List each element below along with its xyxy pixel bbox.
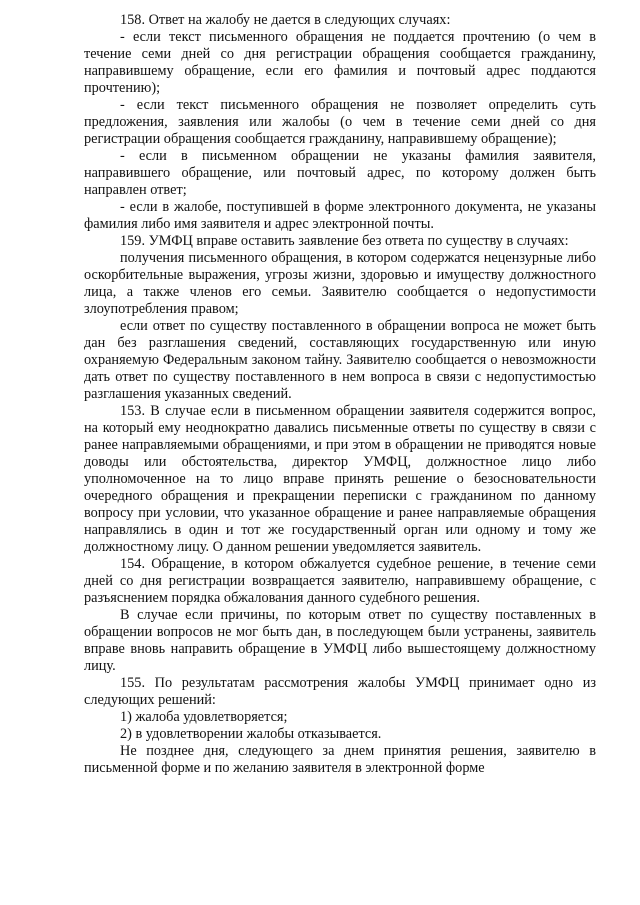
- paragraph-155-heading: 155. По результатам рассмотрения жалобы УМФЦ принимает одно из следующих решений:: [84, 675, 596, 708]
- paragraph-158-item-unreadable: - если текст письменного обращения не поддается прочтению (о чем в течение семи дней со дня регистрации обращения сообщается гражданину, направившему обращение, если его фамилия и почтовый адрес поддаются прочтению);: [84, 29, 596, 96]
- paragraph-158-item-undefined: - если текст письменного обращения не позволяет определить суть предложения, заявления или жалобы (о чем в течение семи дней со дня регистрации обращения сообщается гражданину, направившему обращение);: [84, 97, 596, 147]
- paragraph-158-item-electronic: - если в жалобе, поступившей в форме электронного документа, не указаны фамилия либо имя заявителя и адрес электронной почты.: [84, 199, 596, 232]
- document-page: [84, 12, 596, 777]
- paragraph-154: 154. Обращение, в котором обжалуется судебное решение, в течение семи дней со дня регистрации возвращается заявителю, направившему обращение, с разъяснением порядка обжалования данного судебного решения.: [84, 556, 596, 606]
- paragraph-159-heading: 159. УМФЦ вправе оставить заявление без ответа по существу в случаях:: [120, 233, 569, 249]
- paragraph-158-heading: 158. Ответ на жалобу не дается в следующих случаях:: [120, 12, 451, 28]
- paragraph-158-item-no-name: - если в письменном обращении не указаны фамилия заявителя, направившего обращение, или почтовый адрес, по которому должен быть направлен ответ;: [84, 148, 596, 198]
- paragraph-154-continued: В случае если причины, по которым ответ по существу поставленных в обращении вопросов не мог быть дан, в последующем были устранены, заявитель вправе вновь направить обращение в УМФЦ либо вышестоящему должностному лицу.: [84, 607, 596, 674]
- paragraph-153: 153. В случае если в письменном обращении заявителя содержится вопрос, на который ему неоднократно давались письменные ответы по существу в связи с ранее направляемыми обращениями, и при этом в обращении не приводятся новые доводы или обстоятельства, директор УМФЦ, должностное лицо либо уполномоченное на то лицо вправе принять решение о безосновательности очередного обращения и прекращении переписки с гражданином по данному вопросу при условии, что указанное обращение и ранее направляемые обращения направлялись в один и тот же государственный орган или одному и тому же должностному лицу. О данном решении уведомляется заявитель.: [84, 403, 596, 555]
- paragraph-155-item-2: 2) в удовлетворении жалобы отказывается.: [120, 726, 382, 742]
- paragraph-155-item-1: 1) жалоба удовлетворяется;: [120, 709, 288, 725]
- paragraph-159-item-secret: если ответ по существу поставленного в обращении вопроса не может быть дан без разглашения сведений, составляющих государственную или иную охраняемую Федеральным законом тайну. Заявителю сообщается о невозможности дать ответ по существу поставленного в нем вопроса в связи с недопустимостью разглашения указанных сведений.: [84, 318, 596, 402]
- paragraph-155-notice: Не позднее дня, следующего за днем принятия решения, заявителю в письменной форме и по желанию заявителя в электронной форме: [84, 743, 596, 776]
- paragraph-159-item-obscene: получения письменного обращения, в котором содержатся нецензурные либо оскорбительные выражения, угрозы жизни, здоровью и имуществу должностного лица, а также членов его семьи. Заявителю сообщается о недопустимости злоупотребления правом;: [84, 250, 596, 317]
